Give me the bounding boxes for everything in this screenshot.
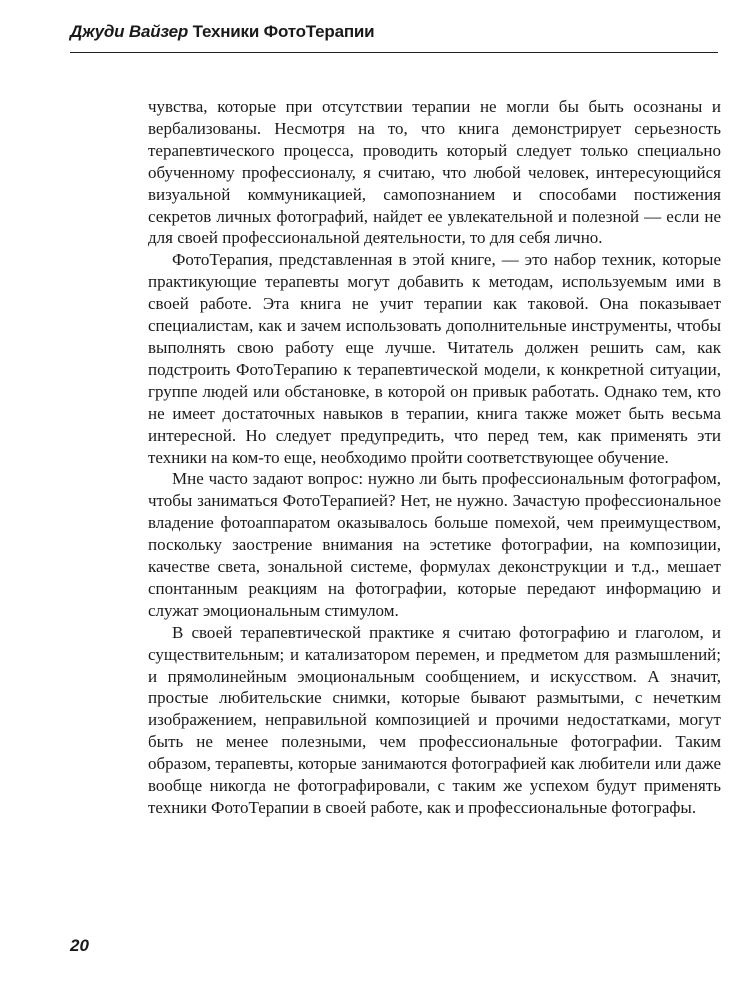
body-text [148,96,721,819]
paragraph-phototherapy-techniques: ФотоТерапия, представленная в этой книге, — это набор техник, которые практикующие терапевты могут добавить к методам, используемым ими в своей работе. Эта книга не учит терапии как таковой. Она показывает специалистам, как и зачем использовать дополнительные инструменты, чтобы выполнять свою работу еще лучше. Читатель должен решить сам, как подстроить ФотоТерапию к терапевтической модели, к конкретной ситуации, группе людей или обстановке, в которой он привык работать. Однако тем, кто не имеет достаточных навыков в терапии, книга также может быть весьма интересной. Но следует предупредить, что перед тем, как применять эти техники на ком-то еще, необходимо пройти соответствующее обучение. [148,250,721,467]
paragraph-continued: чувства, которые при отсутствии терапии не могли бы быть осознаны и вербализованы. Несмотря на то, что книга демонстрирует серьезность терапевтического процесса, проводить который следует только специально обученному профессионалу, я считаю, что любой человек, интересующийся визуальной коммуникацией, самопознанием и способами постижения секретов личных фотографий, найдет ее увлекательной и полезной — если не для своей профессиональной деятельности, то для себя лично. [148,97,721,248]
page-number: 20 [70,936,89,955]
header-rule [70,52,718,53]
header-book-title: Техники ФотоТерапии [192,22,375,41]
header-author: Джуди Вайзер [70,22,189,41]
paragraph-professional-photographer: Мне часто задают вопрос: нужно ли быть профессиональным фотографом, чтобы заниматься ФотоТерапией? Нет, не нужно. Зачастую профессиональное владение фотоаппаратом оказывалось больше помехой, чем преимуществом, поскольку заострение внимания на эстетике фотографии, на композиции, качестве света, зональной системе, формулах деконструкции и т.д., мешает спонтанным реакциям на фотографии, которые передают информацию и служат эмоциональным стимулом. [148,469,721,620]
running-head [70,22,374,42]
paragraph-photo-as-verb-and-noun: В своей терапевтической практике я считаю фотографию и глаголом, и существительным; и катализатором перемен, и предметом для размышлений; и прямолинейным эмоциональным сообщением, и искусством. А значит, простые любительские снимки, которые бывают размытыми, с нечетким изображением, неправильной композицией и прочими недостатками, могут быть не менее полезными, чем профессиональные фотографии. Таким образом, терапевты, которые занимаются фотографией как любители или даже вообще никогда не фотографировали, с таким же успехом будут применять техники ФотоТерапии в своей работе, как и профессиональные фотографы. [148,622,721,817]
